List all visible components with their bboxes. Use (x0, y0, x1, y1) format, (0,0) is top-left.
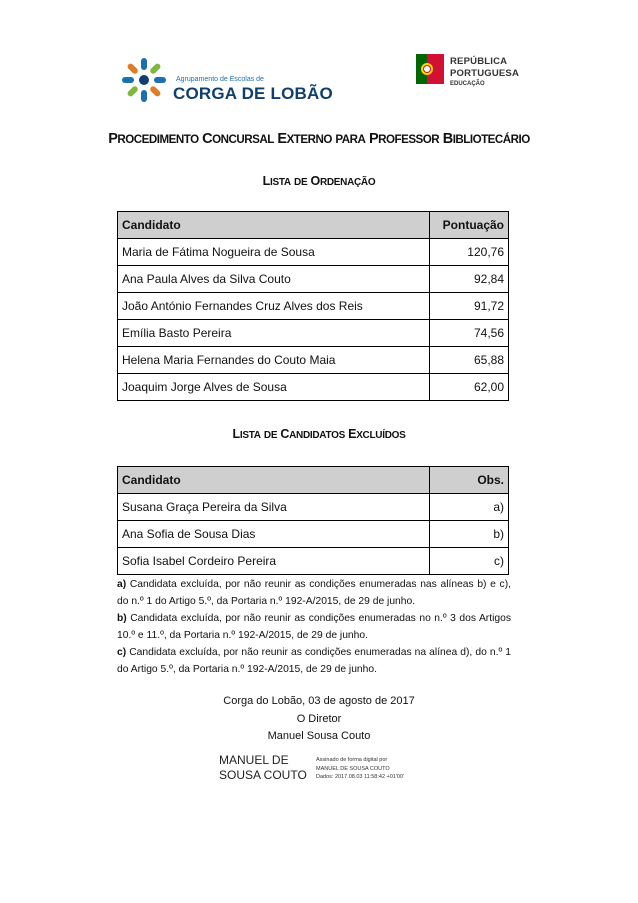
candidate-name: João António Fernandes Cruz Alves dos Reis (118, 293, 430, 320)
closing-block (0, 693, 638, 746)
candidate-obs: a) (430, 494, 509, 521)
candidate-name: Sofia Isabel Cordeiro Pereira (118, 548, 430, 575)
school-logo-emblem-icon (118, 54, 170, 106)
table-row (118, 320, 509, 347)
table-row (118, 293, 509, 320)
school-logo-name: CORGA DE LOBÃO (173, 84, 333, 103)
candidate-name: Joaquim Jorge Alves de Sousa (118, 374, 430, 401)
note-b: b) Candidata excluída, por não reunir as condições enumeradas no n.º 3 dos Artigos 10.º e 11.º, da Portaria n.º 192-A/2015, de 29 de junho. (117, 613, 511, 641)
table-row (118, 239, 509, 266)
candidate-score: 120,76 (430, 239, 509, 266)
col-candidate-header: Candidato (118, 212, 430, 239)
government-logo (416, 50, 526, 94)
table-header-row (118, 212, 509, 239)
candidate-obs: c) (430, 548, 509, 575)
candidate-obs: b) (430, 521, 509, 548)
candidate-score: 91,72 (430, 293, 509, 320)
table-row (118, 494, 509, 521)
note-a: a) Candidata excluída, por não reunir as condições enumeradas nas alíneas b) e c), do n.º 1 do Artigo 5.º, da Portaria n.º 192-A/2015, de 29 de junho. (117, 579, 511, 607)
school-logo-subtitle: Agrupamento de Escolas de (176, 76, 264, 83)
candidate-score: 65,88 (430, 347, 509, 374)
table-row (118, 266, 509, 293)
document-title: PROCEDIMENTO CONCURSAL EXTERNO PARA PROFESSOR BIBLIOTECÁRIO (108, 131, 530, 147)
note-c: c) Candidata excluída, por não reunir as condições enumeradas na alínea d), do n.º 1 do Artigo 5.º, da Portaria n.º 192-A/2015, de 29 de junho. (117, 647, 511, 675)
col-obs-header: Obs. (430, 467, 509, 494)
candidate-score: 92,84 (430, 266, 509, 293)
excluded-heading: LISTA DE CANDIDATOS EXCLUÍDOS (232, 427, 406, 441)
director-role: O Diretor (296, 712, 342, 725)
ranking-heading: LISTA DE ORDENAÇÃO (262, 174, 376, 188)
digital-signature-details: Assinado de forma digital por MANUEL DE SOUSA COUTO Dados: 2017.08.03 11:58:42 +01'00' (316, 757, 405, 780)
gov-line1: REPÚBLICA (450, 56, 508, 67)
table-header-row (118, 467, 509, 494)
excluded-table (117, 466, 509, 575)
candidate-score: 74,56 (430, 320, 509, 347)
portuguese-flag-icon (416, 54, 444, 84)
school-logo (118, 50, 333, 110)
table-row (118, 521, 509, 548)
table-row (118, 347, 509, 374)
col-candidate-header: Candidato (118, 467, 430, 494)
director-name: Manuel Sousa Couto (267, 730, 371, 742)
digital-signature-name: MANUEL DE SOUSA COUTO (219, 753, 307, 782)
table-row (118, 548, 509, 575)
candidate-name: Ana Paula Alves da Silva Couto (118, 266, 430, 293)
candidate-name: Susana Graça Pereira da Silva (118, 494, 430, 521)
candidate-name: Maria de Fátima Nogueira de Sousa (118, 239, 430, 266)
gov-line2: PORTUGUESA (450, 68, 520, 79)
candidate-score: 62,00 (430, 374, 509, 401)
place-date: Corga do Lobão, 03 de agosto de 2017 (223, 695, 415, 707)
ranking-table (117, 211, 509, 401)
table-row (118, 374, 509, 401)
candidate-name: Helena Maria Fernandes do Couto Maia (118, 347, 430, 374)
gov-line3: EDUCAÇÃO (450, 81, 485, 87)
candidate-name: Ana Sofia de Sousa Dias (118, 521, 430, 548)
exclusion-notes (117, 576, 511, 678)
col-score-header: Pontuação (430, 212, 509, 239)
candidate-name: Emília Basto Pereira (118, 320, 430, 347)
